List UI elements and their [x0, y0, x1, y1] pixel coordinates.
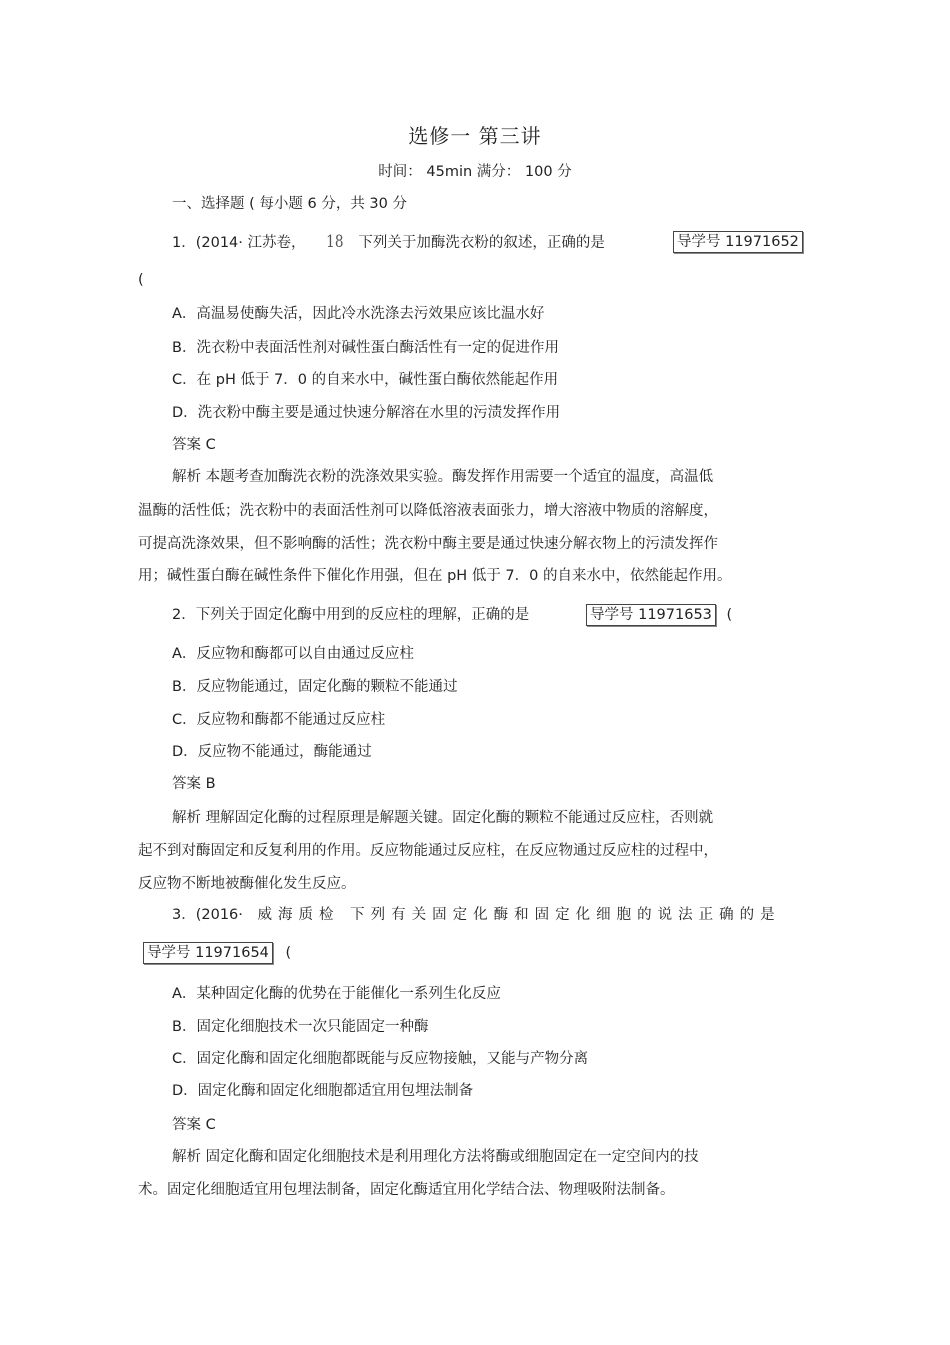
exam-info: 时间： 45min 满分： 100 分: [378, 164, 572, 180]
question-3-stem-post: 威海质检 下列有关固定化酶和固定化细胞的说法正确的是: [257, 907, 781, 923]
analysis-1-line: 可提高洗涤效果，但不影响酶的活性；洗衣粉中酶主要是通过快速分解衣物上的污渍发挥作: [138, 536, 718, 552]
analysis-1-line: 温酶的活性低；洗衣粉中的表面活性剂可以降低溶液表面张力，增大溶液中物质的溶解度，: [138, 503, 718, 519]
option-3d: D．固定化酶和固定化细胞都适宜用包埋法制备: [172, 1083, 474, 1099]
analysis-2-line: 反应物不断地被酶催化发生反应。: [138, 876, 356, 892]
option-2c: C．反应物和酶都不能通过反应柱: [172, 712, 386, 728]
section-heading: 一、选择题 ( 每小题 6 分，共 30 分: [172, 196, 407, 212]
question-2-stem: 2．下列关于固定化酶中用到的反应柱的理解，正确的是: [172, 607, 530, 623]
analysis-1-line: 用；碱性蛋白酶在碱性条件下催化作用强，但在 pH 低于 7．0 的自来水中，依然能起作用。: [138, 568, 732, 584]
answer-3: 答案 C: [172, 1117, 216, 1133]
question-3-stem: [172, 905, 781, 925]
question-1-stem: [172, 232, 605, 253]
guide-number-2[interactable]: 导学号 11971653: [586, 604, 716, 626]
option-3b: B．固定化细胞技术一次只能固定一种酶: [172, 1019, 429, 1035]
question-1-paren: (: [138, 272, 144, 288]
analysis-2-line: 解析 理解固定化酶的过程原理是解题关键。固定化酶的颗粒不能通过反应柱，否则就: [172, 810, 714, 826]
analysis-1-line: 解析 本题考查加酶洗衣粉的洗涤效果实验。酶发挥作用需要一个适宜的温度，高温低: [172, 469, 714, 485]
question-3-paren: (: [285, 945, 292, 961]
question-1-stem-pre: 1．(2014· 江苏卷，: [172, 235, 306, 251]
question-3-stem-pre: 3．(2016·: [172, 907, 243, 923]
question-2-paren: (: [726, 607, 733, 623]
option-3c: C．固定化酶和固定化细胞都既能与反应物接触，又能与产物分离: [172, 1051, 589, 1067]
option-2b: B．反应物能通过，固定化酶的颗粒不能通过: [172, 679, 458, 695]
option-1d: D．洗衣粉中酶主要是通过快速分解溶在水里的污渍发挥作用: [172, 405, 561, 421]
answer-1: 答案 C: [172, 437, 216, 453]
option-3a: A．某种固定化酶的优势在于能催化一系列生化反应: [172, 986, 501, 1002]
option-2d: D．反应物不能通过，酶能通过: [172, 744, 372, 760]
analysis-3-line: 术。固定化细胞适宜用包埋法制备，固定化酶适宜用化学结合法、物理吸附法制备。: [138, 1182, 675, 1198]
question-1-stamp: 18: [326, 232, 344, 252]
answer-2: 答案 B: [172, 776, 216, 792]
page-title: 选修一 第三讲: [408, 124, 542, 148]
option-2a: A．反应物和酶都可以自由通过反应柱: [172, 646, 414, 662]
analysis-2-line: 起不到对酶固定和反复利用的作用。反应物能通过反应柱，在反应物通过反应柱的过程中，: [138, 843, 718, 859]
option-1c: C．在 pH 低于 7．0 的自来水中，碱性蛋白酶依然能起作用: [172, 372, 559, 388]
analysis-3-line: 解析 固定化酶和固定化细胞技术是利用理化方法将酶或细胞固定在一定空间内的技: [172, 1149, 699, 1165]
option-1b: B．洗衣粉中表面活性剂对碱性蛋白酶活性有一定的促进作用: [172, 340, 559, 356]
option-1a: A．高温易使酶失活，因此冷水洗涤去污效果应该比温水好: [172, 306, 545, 322]
question-1-stem-post: 下列关于加酶洗衣粉的叙述，正确的是: [358, 235, 605, 251]
guide-number-3[interactable]: 导学号 11971654: [143, 942, 273, 964]
guide-number-1[interactable]: 导学号 11971652: [673, 231, 803, 253]
